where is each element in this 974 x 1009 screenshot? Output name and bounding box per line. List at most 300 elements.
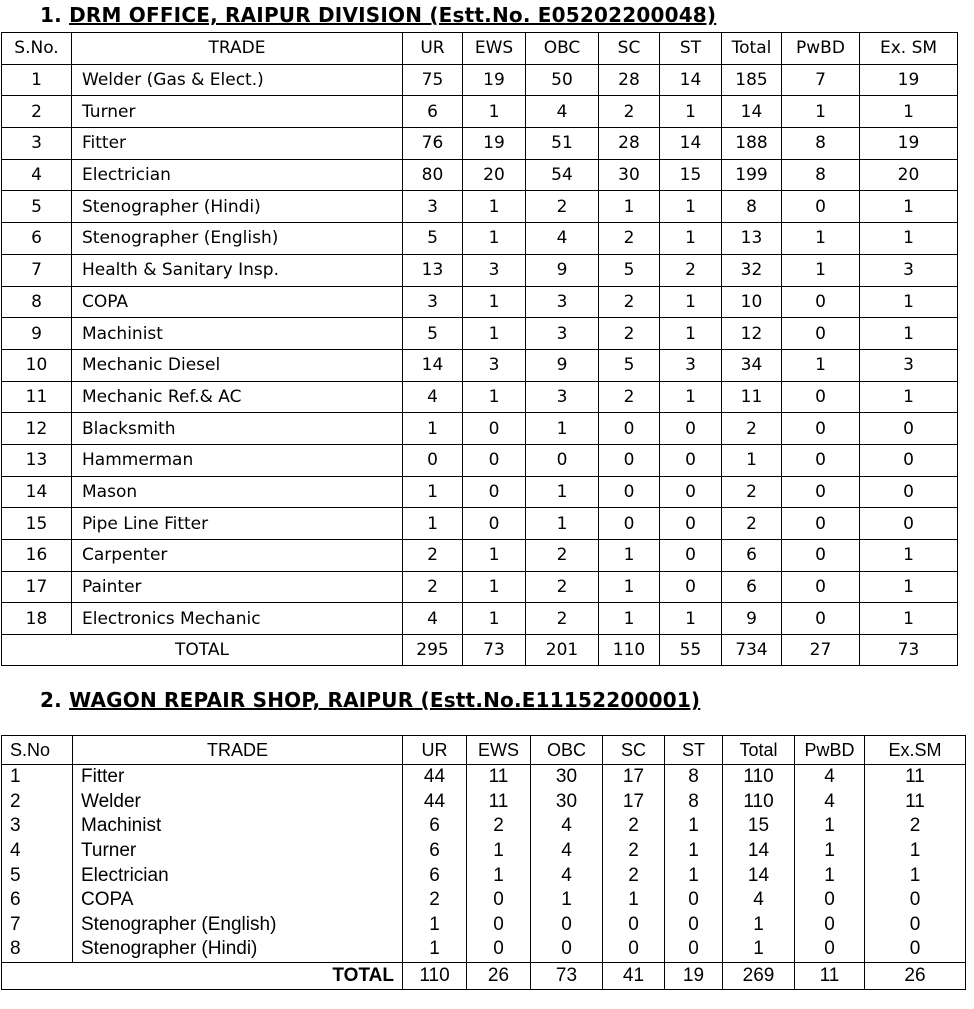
total-cell: 19 xyxy=(665,962,723,989)
table-cell: 1 xyxy=(403,937,467,962)
trade-cell: Mechanic Ref.& AC xyxy=(72,381,403,413)
total-label: TOTAL xyxy=(2,962,403,989)
table-cell: 2 xyxy=(599,318,660,350)
table-cell: 2 xyxy=(722,413,782,445)
column-header: Total xyxy=(723,736,795,765)
total-row xyxy=(2,635,958,666)
table-cell: 12 xyxy=(722,318,782,350)
table-row xyxy=(2,96,958,128)
table-cell: 1 xyxy=(665,863,723,888)
trade-cell: Electrician xyxy=(73,863,403,888)
table-row xyxy=(2,444,958,476)
table-cell: 1 xyxy=(463,286,526,318)
table-cell: 8 xyxy=(665,790,723,815)
table-cell: 0 xyxy=(782,508,860,540)
table-cell: 0 xyxy=(782,413,860,445)
serial-number-cell: 10 xyxy=(2,349,72,381)
table-cell: 1 xyxy=(660,191,722,223)
table-cell: 0 xyxy=(782,444,860,476)
table-row xyxy=(2,839,966,864)
table-cell: 0 xyxy=(865,937,966,962)
column-header: Ex. SM xyxy=(860,33,958,65)
table-cell: 1 xyxy=(860,603,958,635)
trade-cell: Hammerman xyxy=(72,444,403,476)
trade-cell: Stenographer (English) xyxy=(72,223,403,255)
table-row xyxy=(2,814,966,839)
table-cell: 17 xyxy=(603,765,665,790)
table-row xyxy=(2,863,966,888)
table-cell: 4 xyxy=(723,888,795,913)
table-cell: 1 xyxy=(782,96,860,128)
table-cell: 1 xyxy=(660,223,722,255)
table-cell: 1 xyxy=(463,603,526,635)
trade-cell: Machinist xyxy=(72,318,403,350)
total-label: TOTAL xyxy=(2,635,403,666)
table-cell: 1 xyxy=(860,540,958,572)
column-header: SC xyxy=(603,736,665,765)
table-cell: 1 xyxy=(723,913,795,938)
trade-cell: Painter xyxy=(72,571,403,603)
table-cell: 8 xyxy=(722,191,782,223)
table-row xyxy=(2,888,966,913)
table-cell: 11 xyxy=(865,790,966,815)
table-cell: 0 xyxy=(467,913,531,938)
serial-number-cell: 8 xyxy=(2,937,73,962)
trade-cell: Health & Sanitary Insp. xyxy=(72,254,403,286)
trade-cell: Turner xyxy=(72,96,403,128)
column-header: TRADE xyxy=(72,33,403,65)
table-cell: 1 xyxy=(403,476,463,508)
table-cell: 11 xyxy=(467,765,531,790)
serial-number-cell: 15 xyxy=(2,508,72,540)
trade-cell: COPA xyxy=(73,888,403,913)
table-cell: 4 xyxy=(531,814,603,839)
table-cell: 0 xyxy=(531,913,603,938)
trade-cell: Electrician xyxy=(72,159,403,191)
column-header: EWS xyxy=(463,33,526,65)
table-cell: 0 xyxy=(865,888,966,913)
trade-cell: Mechanic Diesel xyxy=(72,349,403,381)
table-cell: 5 xyxy=(599,254,660,286)
table-row xyxy=(2,64,958,96)
total-cell: 11 xyxy=(795,962,865,989)
table-cell: 1 xyxy=(660,318,722,350)
serial-number-cell: 7 xyxy=(2,254,72,286)
header-row xyxy=(2,33,958,65)
column-header: UR xyxy=(403,33,463,65)
column-header: EWS xyxy=(467,736,531,765)
serial-number-cell: 18 xyxy=(2,603,72,635)
table-cell: 2 xyxy=(599,96,660,128)
table-cell: 19 xyxy=(463,128,526,160)
total-cell: 295 xyxy=(403,635,463,666)
table-cell: 5 xyxy=(403,318,463,350)
table-cell: 1 xyxy=(403,508,463,540)
table-cell: 14 xyxy=(660,128,722,160)
table-cell: 2 xyxy=(603,814,665,839)
serial-number-cell: 1 xyxy=(2,64,72,96)
column-header: SC xyxy=(599,33,660,65)
table-cell: 0 xyxy=(463,476,526,508)
table-cell: 76 xyxy=(403,128,463,160)
table-cell: 13 xyxy=(403,254,463,286)
table-cell: 0 xyxy=(782,286,860,318)
table-cell: 4 xyxy=(795,790,865,815)
table-cell: 1 xyxy=(795,839,865,864)
total-cell: 55 xyxy=(660,635,722,666)
column-header: PwBD xyxy=(782,33,860,65)
table-cell: 20 xyxy=(463,159,526,191)
table-cell: 1 xyxy=(782,223,860,255)
drm-office-table xyxy=(1,32,958,666)
serial-number-cell: 2 xyxy=(2,790,73,815)
column-header: TRADE xyxy=(73,736,403,765)
table-cell: 1 xyxy=(860,223,958,255)
table-row xyxy=(2,349,958,381)
serial-number-cell: 6 xyxy=(2,223,72,255)
table-cell: 3 xyxy=(860,349,958,381)
table-cell: 11 xyxy=(467,790,531,815)
table-cell: 9 xyxy=(722,603,782,635)
table-cell: 0 xyxy=(665,888,723,913)
total-cell: 110 xyxy=(599,635,660,666)
table-cell: 4 xyxy=(531,863,603,888)
table-cell: 0 xyxy=(467,937,531,962)
table-cell: 0 xyxy=(782,476,860,508)
table-cell: 15 xyxy=(723,814,795,839)
column-header: UR xyxy=(403,736,467,765)
table-cell: 0 xyxy=(782,381,860,413)
table-cell: 15 xyxy=(660,159,722,191)
table-cell: 75 xyxy=(403,64,463,96)
serial-number-cell: 9 xyxy=(2,318,72,350)
table-cell: 8 xyxy=(782,159,860,191)
table-cell: 1 xyxy=(463,191,526,223)
total-cell: 41 xyxy=(603,962,665,989)
trade-cell: Mason xyxy=(72,476,403,508)
trade-cell: Fitter xyxy=(72,128,403,160)
table-cell: 1 xyxy=(599,540,660,572)
table-cell: 0 xyxy=(599,508,660,540)
table-cell: 30 xyxy=(531,765,603,790)
total-cell: 734 xyxy=(722,635,782,666)
table-row xyxy=(2,254,958,286)
total-cell: 27 xyxy=(782,635,860,666)
table-cell: 0 xyxy=(660,571,722,603)
trade-cell: Welder xyxy=(73,790,403,815)
trade-cell: COPA xyxy=(72,286,403,318)
table-cell: 14 xyxy=(660,64,722,96)
table-cell: 50 xyxy=(526,64,599,96)
table-cell: 1 xyxy=(860,191,958,223)
serial-number-cell: 5 xyxy=(2,191,72,223)
table-cell: 1 xyxy=(467,839,531,864)
column-header: S.No. xyxy=(2,33,72,65)
serial-number-cell: 1 xyxy=(2,765,73,790)
table-cell: 1 xyxy=(526,508,599,540)
table-cell: 0 xyxy=(860,413,958,445)
table-row xyxy=(2,571,958,603)
table-cell: 1 xyxy=(531,888,603,913)
table-row xyxy=(2,128,958,160)
header-row xyxy=(2,736,966,765)
table-row xyxy=(2,223,958,255)
section1-heading xyxy=(40,3,716,27)
table-row xyxy=(2,476,958,508)
table-cell: 2 xyxy=(467,814,531,839)
trade-cell: Stenographer (English) xyxy=(73,913,403,938)
table-cell: 3 xyxy=(403,286,463,318)
table-cell: 0 xyxy=(795,913,865,938)
table-cell: 1 xyxy=(795,814,865,839)
table-cell: 14 xyxy=(723,839,795,864)
table-cell: 0 xyxy=(782,603,860,635)
table-cell: 1 xyxy=(526,413,599,445)
table-cell: 0 xyxy=(660,444,722,476)
table-cell: 2 xyxy=(526,191,599,223)
table-cell: 3 xyxy=(526,381,599,413)
table-cell: 3 xyxy=(463,254,526,286)
table-cell: 19 xyxy=(463,64,526,96)
table-cell: 0 xyxy=(531,937,603,962)
serial-number-cell: 17 xyxy=(2,571,72,603)
column-header: S.No xyxy=(2,736,73,765)
table-row xyxy=(2,318,958,350)
total-cell: 73 xyxy=(531,962,603,989)
table-cell: 1 xyxy=(403,413,463,445)
table-cell: 6 xyxy=(403,96,463,128)
total-cell: 26 xyxy=(467,962,531,989)
table-cell: 5 xyxy=(599,349,660,381)
table-cell: 110 xyxy=(723,790,795,815)
table-row xyxy=(2,413,958,445)
table-cell: 14 xyxy=(723,863,795,888)
table-cell: 2 xyxy=(722,476,782,508)
table-cell: 5 xyxy=(403,223,463,255)
table-cell: 0 xyxy=(603,937,665,962)
table-cell: 1 xyxy=(463,381,526,413)
section2-heading xyxy=(40,688,700,712)
table-row xyxy=(2,540,958,572)
table-row xyxy=(2,159,958,191)
trade-cell: Stenographer (Hindi) xyxy=(72,191,403,223)
table-row xyxy=(2,381,958,413)
table-cell: 2 xyxy=(403,571,463,603)
table-cell: 6 xyxy=(403,814,467,839)
table-cell: 3 xyxy=(463,349,526,381)
table-row xyxy=(2,790,966,815)
table-cell: 1 xyxy=(782,349,860,381)
table-cell: 1 xyxy=(603,888,665,913)
serial-number-cell: 3 xyxy=(2,128,72,160)
total-cell: 26 xyxy=(865,962,966,989)
table-cell: 185 xyxy=(722,64,782,96)
table-cell: 0 xyxy=(660,540,722,572)
table-cell: 1 xyxy=(723,937,795,962)
table-cell: 1 xyxy=(860,96,958,128)
table-cell: 0 xyxy=(865,913,966,938)
table-cell: 4 xyxy=(531,839,603,864)
serial-number-cell: 4 xyxy=(2,839,73,864)
table-cell: 14 xyxy=(722,96,782,128)
table-cell: 1 xyxy=(467,863,531,888)
table-cell: 4 xyxy=(526,223,599,255)
table-cell: 1 xyxy=(463,223,526,255)
table-cell: 2 xyxy=(526,603,599,635)
column-header: Ex.SM xyxy=(865,736,966,765)
table-cell: 0 xyxy=(599,413,660,445)
table-cell: 51 xyxy=(526,128,599,160)
table-cell: 80 xyxy=(403,159,463,191)
table-cell: 4 xyxy=(795,765,865,790)
table-cell: 3 xyxy=(660,349,722,381)
table-cell: 2 xyxy=(722,508,782,540)
total-cell: 73 xyxy=(860,635,958,666)
table-cell: 0 xyxy=(660,413,722,445)
table-cell: 110 xyxy=(723,765,795,790)
table-cell: 0 xyxy=(526,444,599,476)
table-cell: 1 xyxy=(526,476,599,508)
table-cell: 7 xyxy=(782,64,860,96)
column-header: OBC xyxy=(531,736,603,765)
total-cell: 73 xyxy=(463,635,526,666)
table-row xyxy=(2,508,958,540)
serial-number-cell: 2 xyxy=(2,96,72,128)
section1-number: 1. xyxy=(40,3,62,27)
total-cell: 201 xyxy=(526,635,599,666)
trade-cell: Stenographer (Hindi) xyxy=(73,937,403,962)
table-cell: 6 xyxy=(403,839,467,864)
table-cell: 10 xyxy=(722,286,782,318)
table-cell: 1 xyxy=(660,603,722,635)
wagon-repair-table xyxy=(1,735,966,990)
serial-number-cell: 12 xyxy=(2,413,72,445)
serial-number-cell: 6 xyxy=(2,888,73,913)
table-cell: 17 xyxy=(603,790,665,815)
table-cell: 3 xyxy=(860,254,958,286)
section1-title: DRM OFFICE, RAIPUR DIVISION (Estt.No. E05202200048) xyxy=(69,3,717,27)
trade-cell: Fitter xyxy=(73,765,403,790)
table-cell: 34 xyxy=(722,349,782,381)
table-row xyxy=(2,913,966,938)
trade-cell: Electronics Mechanic xyxy=(72,603,403,635)
table-cell: 0 xyxy=(463,508,526,540)
table-cell: 2 xyxy=(599,223,660,255)
table-cell: 0 xyxy=(463,444,526,476)
table-row xyxy=(2,603,958,635)
table-cell: 54 xyxy=(526,159,599,191)
table-cell: 19 xyxy=(860,64,958,96)
table-cell: 0 xyxy=(795,937,865,962)
trade-cell: Pipe Line Fitter xyxy=(72,508,403,540)
total-cell: 110 xyxy=(403,962,467,989)
table-cell: 0 xyxy=(782,571,860,603)
table-cell: 1 xyxy=(782,254,860,286)
table-cell: 30 xyxy=(599,159,660,191)
table-cell: 44 xyxy=(403,790,467,815)
serial-number-cell: 13 xyxy=(2,444,72,476)
table-cell: 9 xyxy=(526,349,599,381)
table-row xyxy=(2,765,966,790)
table-cell: 2 xyxy=(599,286,660,318)
serial-number-cell: 11 xyxy=(2,381,72,413)
table-cell: 6 xyxy=(722,540,782,572)
table-cell: 8 xyxy=(665,765,723,790)
table-row xyxy=(2,191,958,223)
table-cell: 0 xyxy=(782,318,860,350)
table-cell: 2 xyxy=(865,814,966,839)
table-cell: 3 xyxy=(403,191,463,223)
column-header: Total xyxy=(722,33,782,65)
table-cell: 1 xyxy=(860,286,958,318)
table-cell: 2 xyxy=(599,381,660,413)
table-cell: 199 xyxy=(722,159,782,191)
table-cell: 2 xyxy=(603,863,665,888)
section2-number: 2. xyxy=(40,688,62,712)
table-cell: 1 xyxy=(463,571,526,603)
table-cell: 0 xyxy=(403,444,463,476)
table-cell: 11 xyxy=(865,765,966,790)
table-cell: 1 xyxy=(860,318,958,350)
table-cell: 1 xyxy=(665,839,723,864)
table-cell: 2 xyxy=(526,571,599,603)
trade-cell: Turner xyxy=(73,839,403,864)
table-row xyxy=(2,286,958,318)
table-cell: 20 xyxy=(860,159,958,191)
table-cell: 1 xyxy=(599,603,660,635)
table-cell: 1 xyxy=(660,286,722,318)
table-cell: 2 xyxy=(526,540,599,572)
table-cell: 0 xyxy=(603,913,665,938)
serial-number-cell: 5 xyxy=(2,863,73,888)
table-cell: 4 xyxy=(403,381,463,413)
table-cell: 0 xyxy=(665,937,723,962)
table-cell: 1 xyxy=(463,318,526,350)
table-cell: 28 xyxy=(599,128,660,160)
table-cell: 1 xyxy=(660,381,722,413)
table-cell: 0 xyxy=(860,444,958,476)
serial-number-cell: 16 xyxy=(2,540,72,572)
table-cell: 3 xyxy=(526,286,599,318)
table-cell: 0 xyxy=(860,508,958,540)
serial-number-cell: 14 xyxy=(2,476,72,508)
table-cell: 2 xyxy=(603,839,665,864)
table-cell: 0 xyxy=(463,413,526,445)
table-cell: 1 xyxy=(599,191,660,223)
trade-cell: Carpenter xyxy=(72,540,403,572)
column-header: ST xyxy=(665,736,723,765)
table-cell: 1 xyxy=(795,863,865,888)
table-cell: 6 xyxy=(403,863,467,888)
table-cell: 1 xyxy=(660,96,722,128)
table-cell: 8 xyxy=(782,128,860,160)
table-cell: 30 xyxy=(531,790,603,815)
table-cell: 0 xyxy=(782,191,860,223)
table-cell: 1 xyxy=(403,913,467,938)
table-cell: 13 xyxy=(722,223,782,255)
table-cell: 1 xyxy=(860,381,958,413)
table-cell: 0 xyxy=(782,540,860,572)
section2-title: WAGON REPAIR SHOP, RAIPUR (Estt.No.E11152200001) xyxy=(69,688,701,712)
total-row xyxy=(2,962,966,989)
table-cell: 19 xyxy=(860,128,958,160)
table-cell: 0 xyxy=(665,913,723,938)
table-cell: 1 xyxy=(722,444,782,476)
serial-number-cell: 4 xyxy=(2,159,72,191)
table-cell: 2 xyxy=(660,254,722,286)
serial-number-cell: 8 xyxy=(2,286,72,318)
table-cell: 9 xyxy=(526,254,599,286)
